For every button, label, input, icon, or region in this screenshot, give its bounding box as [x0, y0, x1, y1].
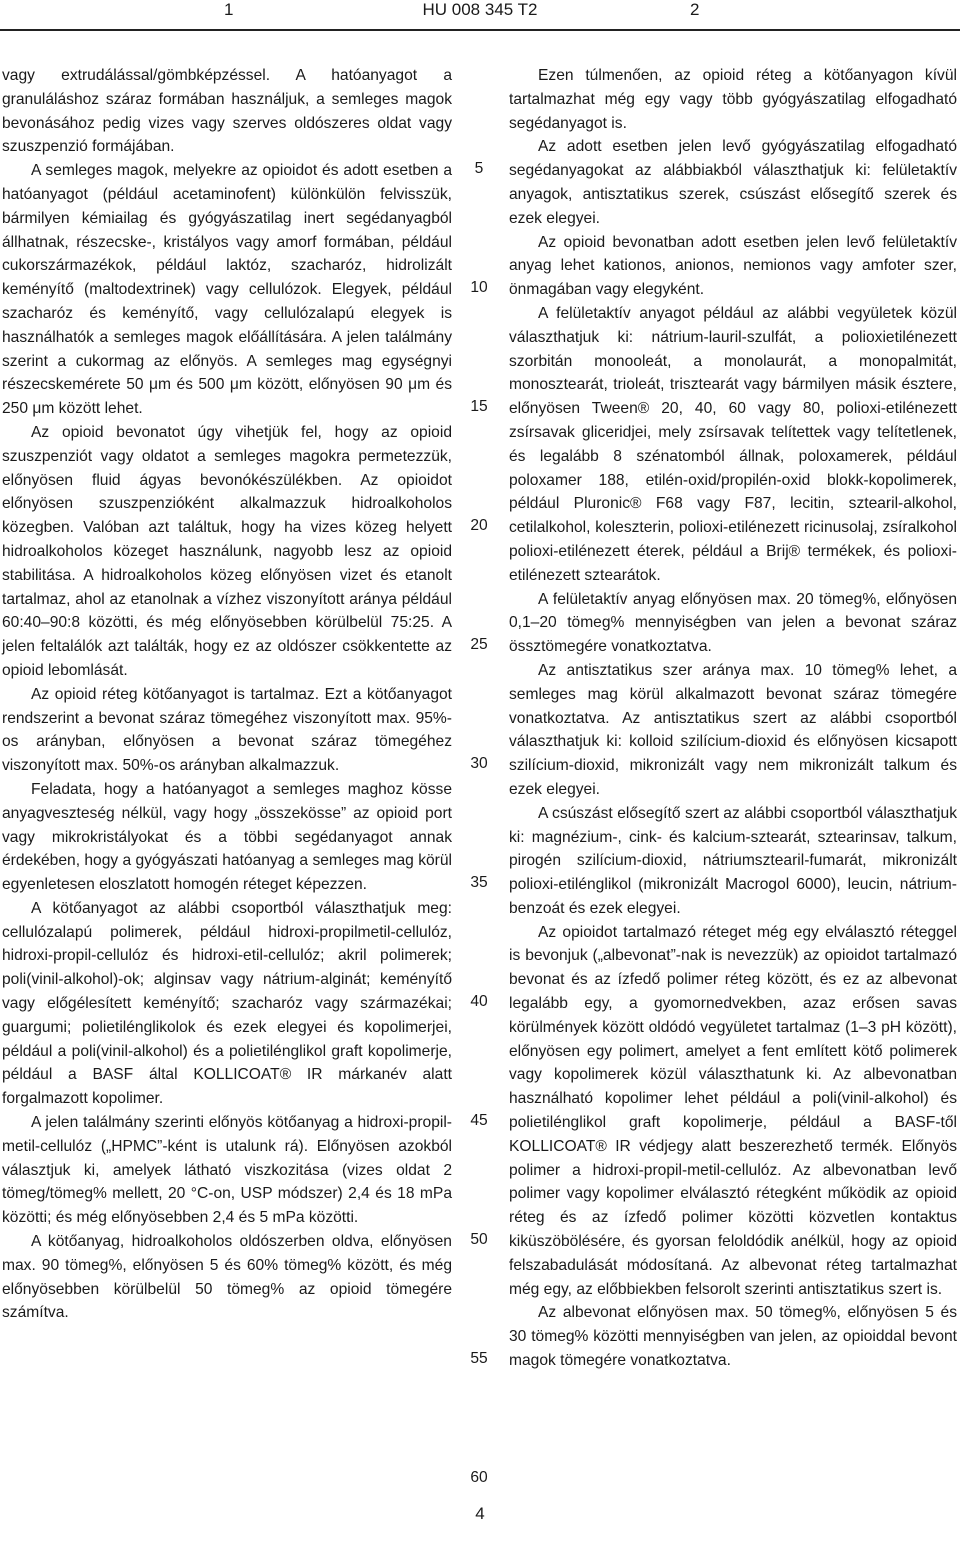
paragraph: Az opioid bevonatban adott esetben jelen levő felületaktív anyag lehet kationos, anionos, nemionos vagy amfoter szer, önmagában vagy elegyként. — [509, 233, 957, 299]
line-number: 20 — [470, 517, 488, 534]
paragraph: Az adott esetben jelen levő gyógyászatilag elfogadható segédanyagokat az alábbiakból választhatjuk ki: felületaktív anyagok, antisztatikus szerek, csúszást elősegítő szerek és ezek elegyei. — [509, 138, 957, 227]
paragraph: A kötőanyag, hidroalkoholos oldószerben oldva, előnyösen max. 90 tömeg%, előnyösen 5 és 60% tömeg% között, és még előnyösebben körülbelül 50 tömeg% az opioid tömegére számítva. — [2, 1233, 452, 1322]
right-column — [509, 64, 957, 1373]
paragraph: A felületaktív anyagot például az alábbi vegyületek közül választhatjuk ki: nátrium-lauril-szulfát, a polioxietilénezett szorbitán monooleát, a monolaurát, a monopalmitát, monosztearát, trioleát, trisztearát vagy bármilyen másik észtere, előnyösen Tween® 20, 40, 60 vagy 80, polioxi-etilénezett zsírsavak gliceridjei, mely zsírsavak telítettek vagy telítetlenek, és legalább 8 szénatomból állnak, poloxamerek, például poloxamer 188, etilén-oxid/propilén-oxid blokk-kopolimerek, például Pluronic® F68 vagy F87, lecitin, sztearil-alkohol, cetilalkohol, koleszterin, polioxi-etilénezett ricinusolaj, zsíralkohol polioxi-etilénezett éterek, például a Brij® termékek, és polioxi-etilénezett sztearátok. — [509, 304, 957, 584]
paragraph: Ezen túlmenően, az opioid réteg a kötőanyagon kívül tartalmazhat még egy vagy több gyógyászatilag elfogadható segédanyagot is. — [509, 67, 957, 132]
paragraph: A jelen találmány szerinti előnyös kötőanyag a hidroxi-propil-metil-cellulóz („HPMC”-ként is utalunk rá). Előnyösen azokból választjuk ki, amelyek látható viszkozitása (vizes oldat 2 tömeg/tömeg% mellett, 20 °C-on, USP módszer) 2,4 és 18 mPa közötti; és még előnyösebben 2,4 és 5 mPa közötti. — [2, 1114, 452, 1227]
left-column — [2, 64, 452, 1325]
line-number: 50 — [470, 1231, 488, 1248]
paragraph: Az opioid réteg kötőanyagot is tartalmaz. Ezt a kötőanyagot rendszerint a bevonat száraz tömegéhez viszonyított max. 95%-os arányban, előnyösen a bevonat száraz tömegéhez viszonyított max. 50%-os arányban alkalmazzuk. — [2, 685, 452, 775]
line-number: 60 — [470, 1469, 488, 1486]
paragraph: A felületaktív anyag előnyösen max. 20 tömeg%, előnyösen 0,1–20 tömeg% mennyiségben van jelen a bevonat száraz össztömegére vonatkoztatva. — [509, 590, 957, 656]
paragraph: A csúszást elősegítő szert az alábbi csoportból választhatjuk ki: magnézium-, cink- és kalcium-sztearát, sztearinsav, talkum, pirogén szilícium-dioxid, nátriumsztearil-fumarát, mikronizált polioxi-etilénglikol (mikronizált Macrogol 6000), leucin, nátrium-benzoát és ezek elegyei. — [509, 804, 957, 917]
paragraph: Az albevonat előnyösen max. 50 tömeg%, előnyösen 5 és 30 tömeg% közötti mennyiségben van jelen, az opioiddal bevont magok tömegére vonatkoztatva. — [509, 1304, 957, 1370]
line-number: 25 — [470, 636, 488, 653]
line-number: 45 — [470, 1112, 488, 1129]
paragraph: Az opioidot tartalmazó réteget még egy elválasztó réteggel is bevonjuk („albevonat”-nak is nevezzük) az opioidot tartalmazó bevonat és az ízfedő polimer réteg között, és ez az albevonat legalább egy, a gyomornedvekben, azaz erősen savas körülmények között oldódó vegyületet tartalmaz (1–3 pH között), előnyösen egy polimert, amelyet a fent említett kötő polimerek vagy kopolimerek közül választhatunk ki. Az albevonatban használható kopolimer lehet például a poli(vinil-alkohol) és polietilénglikol graft kopolimerje, például a BASF-től KOLLICOAT® IR védjegy alatt beszerezhető termék. Előnyös polimer a hidroxi-propil-metil-cellulóz. Az albevonatban levő polimer vagy kopolimer elválasztó rétegként működik az opioid réteg és az ízfedő polimer közötti közvetlen kontaktus kiküszöbölésére, és gyorsan feloldódik anélkül, hogy az opioid felszabadulását módosítaná. Az albevonat réteg tartalmazhat még egy, az előbbiekben felsorolt szerinti antisztatikus szert is. — [509, 923, 957, 1298]
header-page-left: 1 — [224, 0, 234, 19]
header-doc-number: HU 008 345 T2 — [422, 0, 538, 19]
line-number: 15 — [470, 398, 488, 415]
line-number: 10 — [470, 279, 488, 296]
line-number: 5 — [474, 160, 484, 177]
line-number: 40 — [470, 993, 488, 1010]
header-page-right: 2 — [690, 0, 700, 19]
paragraph: Az opioid bevonatot úgy vihetjük fel, hogy az opioid szuszpenziót vagy oldatot a semleges magokra permetezzük, előnyösen fluid ágyas bevonókészülékben. Az opioidot előnyösen szuszpenzióként alkalmazzuk hidroalkoholos közegben. Valóban azt találtuk, hogy ha vizes közeg helyett hidroalkoholos közeget használunk, nagyobb lesz az opioid stabilitása. A hidroalkoholos közeg előnyösen vizet és etanolt tartalmaz, ahol az etanolnak a vízhez viszonyított aránya például 60:40–90:8 közötti, és még előnyösebben körülbelül 75:25. A jelen feltalálók azt találták, hogy ez az oldószer csökkentette az opioid lebomlását. — [2, 423, 452, 679]
header-rule — [0, 29, 960, 31]
paragraph: Az antisztatikus szer aránya max. 10 tömeg% lehet, a semleges mag körül alkalmazott bevonat száraz tömegére vonatkoztatva. Az antisztatikus szert az alábbi csoportból választhatjuk ki: kolloid szilícium-dioxid és előnyösen kicsapott szilícium-dioxid, mikronizált vagy nem mikronizált talkum és ezek elegyei. — [509, 661, 957, 798]
paragraph: A semleges magok, melyekre az opioidot és adott esetben a hatóanyagot (például acetaminofent) különkülön felvisszük, bármilyen kémiailag és gyógyászatilag inert segédanyagból állhatnak, részecske-, kristályos vagy amorf formában, például cukorszármazékok, például laktóz, szacharóz, hidrolizált keményítő (maltodextrinek) vagy cellulózok. Elegyek, például szacharóz és keményítő, vagy cellulózalapú elegyek is használhatók a semleges magok előállítására. A jelen találmány szerint a cukormag az előnyös. A semleges mag egységnyi részecskemérete 50 μm és 500 μm között, előnyösen 90 μm és 250 μm között lehet. — [2, 162, 452, 418]
page-header — [0, 0, 960, 30]
paragraph: Feladata, hogy a hatóanyagot a semleges maghoz kösse anyagveszteség nélkül, vagy hogy „összekösse” az opioid port vagy mikrokristályokat és a többi segédanyagot annak érdekében, hogy a gyógyászati hatóanyag a semleges mag körül egyenletesen eloszlatott homogén réteget képezzen. — [2, 780, 452, 894]
paragraph: A kötőanyagot az alábbi csoportból választhatjuk meg: cellulózalapú polimerek, például hidroxi-propilmetil-cellulóz, hidroxi-propil-cellulóz és hidroxi-etil-cellulóz; akril polimerek; poli(vinil-alkohol)-ok; alginsav vagy nátrium-alginát; keményítő vagy előgélesített keményítő; szacharóz vagy származékai; guargumi; polietilénglikolok és ezek elegyei és kopolimerjei, például a poli(vinil-alkohol) és a polietilénglikol graft kopolimerje, például a BASF által KOLLICOAT® IR márkanév alatt forgalmazott kopolimer. — [2, 899, 452, 1108]
page-number: 4 — [475, 1504, 485, 1523]
line-number: 35 — [470, 874, 488, 891]
line-number: 55 — [470, 1350, 488, 1367]
paragraph: vagy extrudálással/gömbképzéssel. A hatóanyagot a granuláláshoz száraz formában használjuk, a semleges magok bevonásához pedig vizes vagy szerves oldószeres oldat vagy szuszpenzió formájában. — [2, 67, 452, 156]
line-number: 30 — [470, 755, 488, 772]
